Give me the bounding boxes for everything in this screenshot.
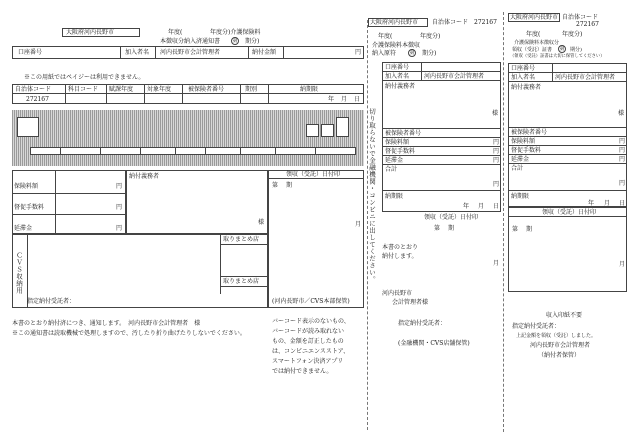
member-name: 河内長野市会計管理者 [160, 49, 221, 56]
mid-kan-mark: 第 [409, 50, 415, 56]
mid-year-label-2: 年度分) [420, 33, 441, 40]
right-month: 月 [619, 261, 626, 268]
mid-total: 合計 [385, 166, 398, 173]
mid-member-name: 河内長野市会計管理者 [424, 73, 485, 80]
right-total-yen: 円 [619, 180, 626, 187]
right-city-stamp: 大阪府河内長野市 [510, 14, 559, 21]
mid-keeper: (金融機関・CVS店舗保管) [398, 340, 470, 347]
mid-period-suffix: 期分) [422, 50, 437, 57]
mid-payer-label: 納付義務者 [385, 83, 416, 90]
mid-title-1: 介護保険料本徴収 [372, 42, 421, 49]
col-insured-no: 被保険者番号 [188, 86, 225, 93]
pay-easy-note: ※この用紙ではペイジーは利用できません。 [24, 74, 145, 81]
mid-late-yen: 円 [493, 157, 500, 164]
right-premium-yen: 円 [619, 138, 626, 145]
right-payer-label: 納付義務者 [511, 84, 542, 91]
mid-nen: 年 [463, 203, 470, 210]
mid-month: 月 [493, 260, 500, 267]
deadline-tsuki: 月 [341, 96, 348, 103]
mid-late: 延滞金 [385, 157, 404, 164]
right-kan-mark: 第 [559, 46, 565, 52]
city-stamp-text: 大阪府河内長野市 [66, 29, 115, 36]
mid-designated-agent: 指定納付受託者： [398, 320, 447, 327]
col-target-year: 対象年度 [147, 86, 172, 93]
premium-yen: 円 [116, 183, 123, 190]
right-reminder-yen: 円 [619, 147, 626, 154]
right-member-label: 加入者名 [511, 74, 536, 81]
receipt-month: 月 [355, 221, 362, 228]
reminder-fee-label: 督促手数料 [14, 204, 45, 211]
period-suffix: 期分) [245, 38, 260, 45]
right-member-name: 河内長野市会計管理者 [555, 74, 616, 81]
ocr-box [321, 124, 334, 137]
right-year-label: 年度( [526, 31, 541, 38]
right-nen: 年 [588, 200, 595, 207]
mid-receipt-date: 領収（受託）日付印 [424, 214, 479, 221]
period-dai: 第 [272, 182, 279, 189]
period-ki: 期 [286, 182, 293, 189]
mid-premium-yen: 円 [493, 139, 500, 146]
mid-year-label: 年度( [378, 33, 393, 40]
payment-original-section [368, 0, 502, 439]
right-received-2: 河内長野市会計管理者 [530, 342, 591, 349]
mid-manager-1: 河内長野市 [382, 290, 413, 297]
ocr-box [17, 117, 39, 137]
perforation-line-2 [503, 12, 504, 432]
right-period-suffix: 期分) [570, 47, 582, 53]
ocr-box [306, 124, 319, 137]
mid-premium: 保険料額 [385, 139, 410, 146]
torimatome-label-2: 取りまとめ店 [223, 278, 260, 285]
municipal-code-value: 272167 [26, 96, 49, 103]
right-late: 延滞金 [511, 156, 530, 163]
right-reminder: 督促手数料 [511, 147, 542, 154]
footer-note-1: 本書のとおり納付済につき、通知します。 河内長野市会計管理者 様 [12, 320, 201, 327]
right-keeper: （納付者保管） [538, 352, 581, 359]
mid-insured-no: 被保険者番号 [385, 130, 422, 137]
col-assess-year: 賦課年度 [109, 86, 134, 93]
premium-label: 保険料額 [14, 183, 39, 190]
right-deadline: 納期限 [511, 193, 530, 200]
reminder-fee-yen: 円 [116, 204, 123, 211]
mid-account-no: 口座番号 [385, 64, 410, 71]
mid-deadline: 納期限 [385, 193, 404, 200]
member-label: 加入者名 [125, 49, 150, 56]
total-amount-label: 納付金額 [252, 49, 277, 56]
ocr-strip [30, 147, 356, 155]
payer-sama: 様 [258, 219, 265, 226]
col-subject-code: 科目コード [68, 86, 99, 93]
right-sama: 様 [618, 110, 625, 117]
right-title-2: 領収（受託）証書 [512, 47, 553, 53]
designated-agent-label: 指定納付受託者： [27, 298, 76, 305]
right-designated-agent: 指定納付受託者： [512, 323, 561, 330]
deadline-nen: 年 [328, 96, 335, 103]
col-period: 期別 [245, 86, 258, 93]
torimatome-label-1: 取りまとめ店 [223, 236, 260, 243]
mid-reminder: 督促手数料 [385, 148, 416, 155]
col-municipal-code: 自治体コード [15, 86, 52, 93]
right-account-no: 口座番号 [511, 65, 536, 72]
mid-hi: 日 [493, 203, 500, 210]
receipt-date-label: 領収（受託）日付印 [286, 171, 341, 178]
mid-manager-2: 会計管理者様 [392, 299, 429, 306]
right-municipal-code: 272167 [576, 21, 599, 28]
right-received-1: 上記金額を領収（受託）しました。 [516, 333, 597, 339]
right-receipt-date: 領収（受託）日付印 [542, 209, 597, 216]
mid-total-yen: 円 [493, 181, 500, 188]
right-tsuki: 月 [604, 200, 611, 207]
cut-instruction: 切り取らないで金融機関・コンビニに出してください。 [368, 108, 376, 283]
right-total: 合計 [511, 165, 524, 172]
right-ki: 期 [526, 226, 533, 233]
late-fee-yen: 円 [116, 225, 123, 232]
right-late-yen: 円 [619, 156, 626, 163]
mid-reminder-yen: 円 [493, 148, 500, 155]
late-fee-label: 延滞金 [14, 225, 33, 232]
right-premium: 保険料額 [511, 138, 536, 145]
right-revenue-stamp: 収入印紙不要 [546, 312, 583, 319]
mid-city-stamp: 大阪府河内長野市 [370, 19, 419, 26]
receipt-section [506, 0, 628, 439]
fiscal-year-label: 年度( [168, 29, 183, 36]
barcode-note: バーコード表示のないもの、 バーコードが読み取れない もの、金額を訂正したもの は、コンビニエンスストア、 スマートフォン決済アプリ では納付できません。 [272, 318, 350, 375]
right-municipal-label: 自治体コード [562, 14, 599, 21]
right-note: （領収（受託）証書は大切に保管してください） [510, 54, 605, 59]
right-hi: 日 [619, 200, 626, 207]
mid-sama: 様 [492, 110, 499, 117]
mid-body-2: 納付します。 [382, 253, 418, 260]
receipt-stamp-area [268, 170, 364, 308]
ocr-band [12, 110, 364, 166]
right-title-1: 介護保険料本徴収分 [514, 40, 560, 46]
fiscal-year-label-2: 年度分)介護保険料 [210, 29, 261, 36]
col-deadline: 納期限 [300, 86, 319, 93]
keeper-label: (河内長野市／CVS本部保管) [272, 298, 350, 305]
cvs-block [12, 234, 268, 308]
mid-tsuki: 月 [478, 203, 485, 210]
payer-label: 納付義務者 [129, 173, 160, 180]
footer-note-2: ※この通知書は読取機械で処理しますので、汚したり折り曲げたりしないでください。 [12, 330, 246, 337]
kan-mark: 第 [232, 38, 238, 44]
cvs-label: ＣＶＳ収納用 [15, 252, 23, 294]
mid-member-label: 加入者名 [385, 73, 410, 80]
notice-title: 本徴収分納入済通知書 [160, 38, 221, 45]
right-insured-no: 被保険者番号 [511, 129, 548, 136]
account-no-label: 口座番号 [18, 49, 43, 56]
deadline-hi: 日 [354, 96, 361, 103]
mid-body-1: 本書のとおり [382, 244, 419, 251]
right-dai: 第 [512, 226, 519, 233]
ocr-box [336, 117, 349, 137]
mid-dai: 第 [434, 225, 441, 232]
mid-title-2: 納入原符 [372, 50, 397, 57]
total-yen: 円 [355, 49, 362, 56]
mid-municipal-label: 自治体コード 272167 [432, 19, 497, 26]
right-year-label-2: 年度分) [562, 31, 583, 38]
mid-ki: 期 [448, 225, 455, 232]
